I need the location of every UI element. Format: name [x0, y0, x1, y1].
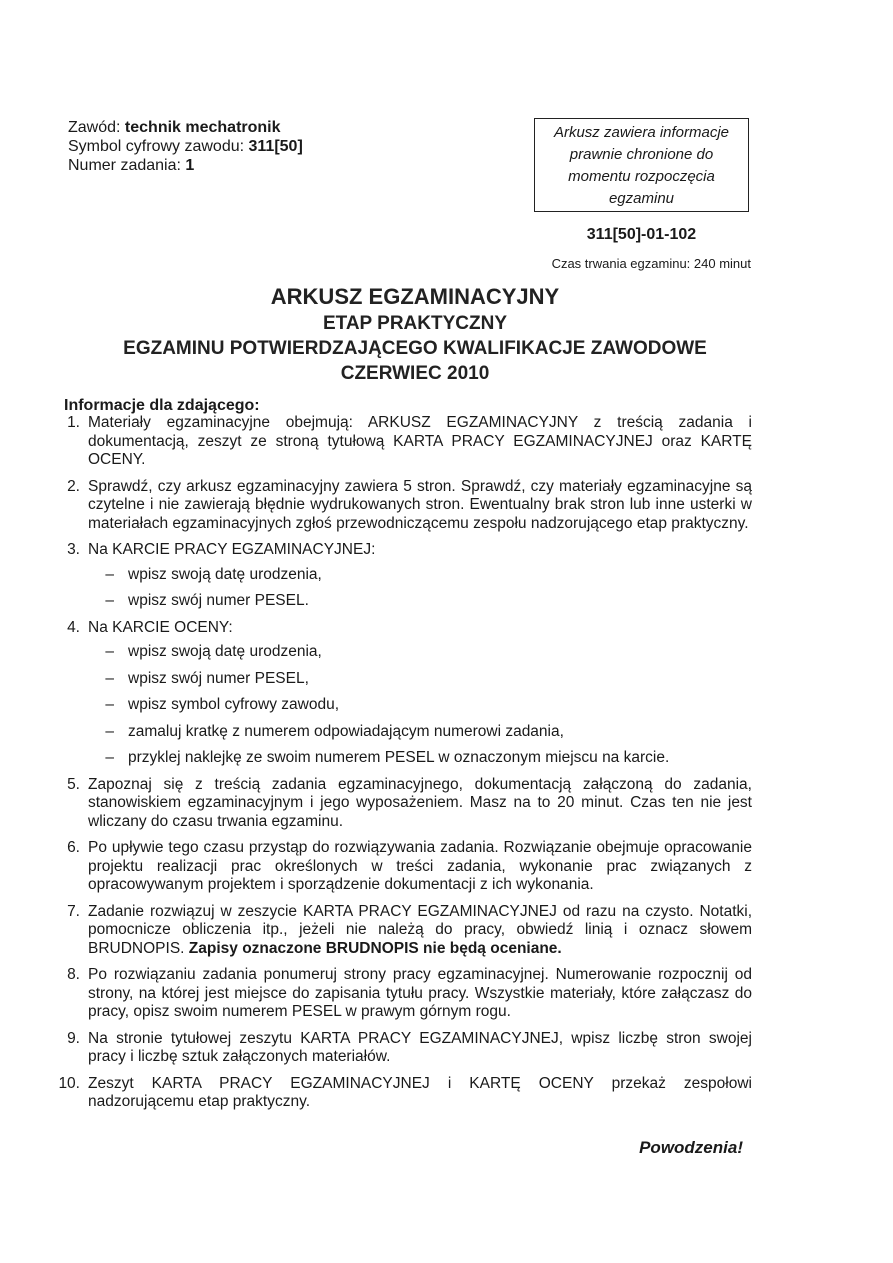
list-item [52, 839, 752, 895]
item-text-bold: Zapisy oznaczone BRUDNOPIS nie będą oceniane. [188, 939, 562, 957]
item-number: 1. [67, 414, 80, 431]
sub-item-text: przyklej naklejkę ze swoim numerem PESEL w oznaczonym miejscu na karcie. [128, 749, 670, 766]
symbol-label: Symbol cyfrowy zawodu: [68, 138, 245, 155]
dash-bullet: – [105, 669, 114, 687]
dash-bullet: – [105, 592, 114, 609]
list-item [52, 541, 752, 560]
symbol-line [68, 137, 303, 156]
sub-item-text: wpisz symbol cyfrowy zawodu, [128, 696, 340, 713]
list-item [52, 966, 752, 1022]
confidential-notice-box [534, 118, 749, 212]
item-number: 9. [67, 1029, 80, 1047]
list-item [52, 776, 752, 832]
task-number-value: 1 [185, 157, 195, 174]
item-number: 2. [67, 477, 80, 495]
list-item [52, 1030, 752, 1067]
confidential-notice-text: Arkusz zawiera informacje prawnie chronione do momentu rozpoczęcia egzaminu [553, 124, 730, 207]
item-number: 8. [67, 966, 80, 983]
sub-list-item [52, 723, 752, 742]
item-text: Materiały egzaminacyjne obejmują: ARKUSZ EGZAMINACYJNY z treścią zadania i dokumentacją, zeszyt ze stroną tytułową KARTA PRACY EGZAMINACYJNEJ oraz KARTĘ OCENY. [88, 414, 752, 468]
sub-list-item [52, 592, 752, 611]
item-text: Na stronie tytułowej zeszytu KARTA PRACY EGZAMINACYJNEJ, wpisz liczbę stron swojej pracy i liczbę sztuk załączonych materiałów. [88, 1029, 752, 1065]
exam-header [68, 118, 303, 175]
dash-bullet: – [105, 643, 114, 660]
item-number: 6. [67, 839, 80, 856]
sub-list-item [52, 566, 752, 585]
info-heading: Informacje dla zdającego: [64, 397, 260, 414]
dash-bullet: – [105, 565, 114, 583]
sub-item-text: wpisz swoją datę urodzenia, [128, 565, 322, 583]
closing-text: Powodzenia! [639, 1138, 743, 1157]
dash-bullet: – [105, 722, 114, 740]
item-text: Po rozwiązaniu zadania ponumeruj strony pracy egzaminacyjnej. Numerowanie rozpocznij od strony, na której jest miejsce do zapisania tytułu pracy. Wszystkie materiały, które załączasz do pracy, opisz swoim numerem PESEL w prawym górnym rogu. [88, 966, 752, 1020]
list-item [52, 903, 752, 959]
sub-item-text: zamaluj kratkę z numerem odpowiadającym numerowi zadania, [128, 722, 564, 740]
task-number-line [68, 156, 303, 175]
item-text: Sprawdź, czy arkusz egzaminacyjny zawiera 5 stron. Sprawdź, czy materiały egzaminacyjne są czytelne i nie zawierają błędnie wydrukowanych stron. Ewentualny brak stron lub inne usterki w materiałach egzaminacyjnych zgłoś przewodniczącemu zespołu nadzorującego etap praktyczny. [88, 477, 752, 532]
sub-list-item [52, 696, 752, 715]
profession-label: Zawód: [68, 119, 121, 136]
list-item [52, 1075, 752, 1112]
profession-line [68, 118, 303, 137]
subtitle-stage: ETAP PRAKTYCZNY [322, 313, 508, 334]
item-text: Zapoznaj się z treścią zadania egzaminacyjnego, dokumentacją załączoną do zadania, stanowiskiem egzaminacyjnym i jego wyposażeniem. Masz na to 20 minut. Czas ten nie jest wliczany do czasu trwania egzaminu. [88, 775, 752, 830]
item-text: Zadanie rozwiązuj w zeszycie KARTA PRACY EGZAMINACYJNEJ od razu na czysto. Notatki, pomocnicze obliczenia itp., jeżeli nie należą do pracy, obwiedź linią i oznacz słowem BRUDNOPIS. [88, 902, 752, 957]
dash-bullet: – [105, 696, 114, 713]
list-item [52, 619, 752, 638]
item-text: Na KARCIE OCENY: [88, 618, 233, 636]
list-item [52, 478, 752, 534]
item-number: 7. [67, 902, 80, 920]
sub-item-text: wpisz swój numer PESEL, [128, 669, 309, 687]
symbol-value: 311[50] [248, 138, 303, 155]
item-number: 3. [67, 541, 80, 558]
item-text: Po upływie tego czasu przystąp do rozwiązywania zadania. Rozwiązanie obejmuje opracowanie projektu realizacji prac określonych w treści zadania, wykonanie prac związanych z opracowywanym projektem i sporządzenie dokumentacji z ich wykonania. [88, 839, 752, 893]
main-title: ARKUSZ EGZAMINACYJNY [270, 284, 560, 309]
subtitle-date: CZERWIEC 2010 [340, 363, 490, 384]
title-block [60, 283, 770, 386]
exam-duration: Czas trwania egzaminu: 240 minut [551, 256, 751, 271]
item-number: 10. [58, 1074, 80, 1092]
sub-list-item [52, 749, 752, 768]
sub-item-text: wpisz swój numer PESEL. [128, 592, 309, 609]
exam-code: 311[50]-01-102 [586, 226, 697, 243]
list-item [52, 414, 752, 470]
item-number: 4. [67, 618, 80, 636]
item-text: Zeszyt KARTA PRACY EGZAMINACYJNEJ i KARTĘ OCENY przekaż zespołowi nadzorującemu etap praktyczny. [88, 1074, 752, 1110]
item-text: Na KARCIE PRACY EGZAMINACYJNEJ: [88, 541, 376, 558]
sub-list-item [52, 643, 752, 662]
task-number-label: Numer zadania: [68, 157, 181, 174]
instructions-list [52, 414, 752, 1120]
item-text-wrapper [88, 903, 752, 959]
profession-value: technik mechatronik [124, 119, 281, 136]
subtitle-exam: EGZAMINU POTWIERDZAJĄCEGO KWALIFIKACJE ZAWODOWE [123, 338, 707, 359]
dash-bullet: – [105, 749, 114, 766]
item-number: 5. [67, 775, 80, 793]
sub-item-text: wpisz swoją datę urodzenia, [128, 643, 322, 660]
sub-list-item [52, 670, 752, 689]
